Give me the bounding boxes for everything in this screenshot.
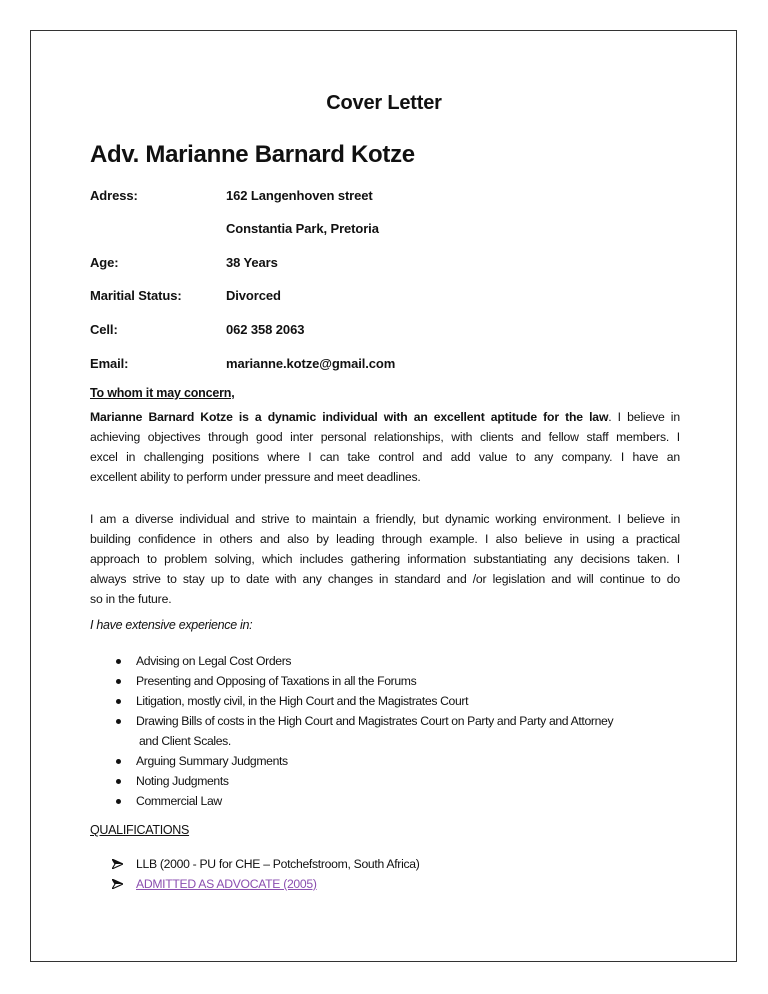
list-item: [112, 751, 692, 771]
experience-heading: I have extensive experience in:: [90, 618, 253, 632]
bullet-icon: [116, 759, 121, 764]
bullet-icon: [116, 779, 121, 784]
bullet-icon: [116, 679, 121, 684]
admitted-as-advocate-link[interactable]: ADMITTED AS ADVOCATE (2005): [136, 877, 317, 891]
info-label-address: Adress:: [90, 188, 138, 203]
paragraph-text: . I believe in: [608, 410, 680, 424]
bullet-icon: [116, 699, 121, 704]
list-item-text: Litigation, mostly civil, in the High Court and the Magistrates Court: [136, 694, 469, 708]
paragraph-line: building confidence in others and also by leading through example. I also believe in using a practical: [90, 532, 680, 546]
paragraph-line: approach to problem solving, which includes gathering information substantiating any decisions taken. I: [90, 552, 680, 566]
paragraph-line: excel in challenging positions where I can take control and add value to any company. I have an: [90, 450, 680, 464]
paragraph-intro: [90, 407, 680, 487]
info-label-cell: Cell:: [90, 322, 118, 337]
experience-list: [112, 651, 692, 811]
applicant-name: Adv. Marianne Barnard Kotze: [90, 141, 415, 168]
paragraph-line: I am a diverse individual and strive to maintain a friendly, but dynamic working environment. I believe in: [90, 512, 680, 526]
qualifications-list: [108, 854, 420, 894]
paragraph-line: so in the future.: [90, 592, 172, 606]
info-value-age: 38 Years: [226, 255, 278, 270]
list-item: [112, 711, 692, 751]
qualification-item: [108, 854, 420, 874]
arrowhead-bullet-icon: [112, 879, 123, 889]
list-item-text: Noting Judgments: [136, 774, 229, 788]
list-item: [112, 771, 692, 791]
paragraph-line: [90, 407, 680, 427]
list-item-text: Advising on Legal Cost Orders: [136, 654, 292, 668]
info-value-marital-status: Divorced: [226, 288, 281, 303]
list-item-text: Commercial Law: [136, 794, 222, 808]
paragraph-line: excellent ability to perform under pressure and meet deadlines.: [90, 470, 421, 484]
qualification-item[interactable]: [108, 874, 420, 894]
list-item-continuation: and Client Scales.: [139, 734, 231, 748]
list-item-text: Arguing Summary Judgments: [136, 754, 288, 768]
salutation: To whom it may concern,: [90, 386, 235, 400]
paragraph-personality: [90, 509, 680, 609]
info-label-age: Age:: [90, 255, 119, 270]
qualifications-heading: QUALIFICATIONS: [90, 823, 190, 837]
paragraph-line: achieving objectives through good inter personal relationships, with clients and fellow staff members. I: [90, 430, 680, 444]
bullet-icon: [116, 799, 121, 804]
list-item: [112, 671, 692, 691]
bullet-icon: [116, 659, 121, 664]
list-item-text: Presenting and Opposing of Taxations in all the Forums: [136, 674, 417, 688]
bullet-icon: [116, 719, 121, 724]
info-value-address-line2: Constantia Park, Pretoria: [226, 221, 379, 236]
list-item: [112, 651, 692, 671]
info-value-address-line1: 162 Langenhoven street: [226, 188, 373, 203]
info-value-email: marianne.kotze@gmail.com: [226, 356, 396, 371]
list-item: [112, 691, 692, 711]
bold-statement: Marianne Barnard Kotze is a dynamic individual with an excellent aptitude for the law: [90, 410, 609, 424]
document-title: Cover Letter: [326, 92, 442, 114]
info-value-cell: 062 358 2063: [226, 322, 305, 337]
info-label-email: Email:: [90, 356, 129, 371]
info-label-marital-status: Maritial Status:: [90, 288, 182, 303]
list-item-text: Drawing Bills of costs in the High Court and Magistrates Court on Party and Party and Attorney: [136, 714, 614, 728]
arrowhead-bullet-icon: [112, 859, 123, 869]
qualification-text: LLB (2000 - PU for CHE – Potchefstroom, South Africa): [136, 857, 420, 871]
paragraph-line: always strive to stay up to date with any changes in standard and /or legislation and will continue to do: [90, 572, 680, 586]
list-item: [112, 791, 692, 811]
